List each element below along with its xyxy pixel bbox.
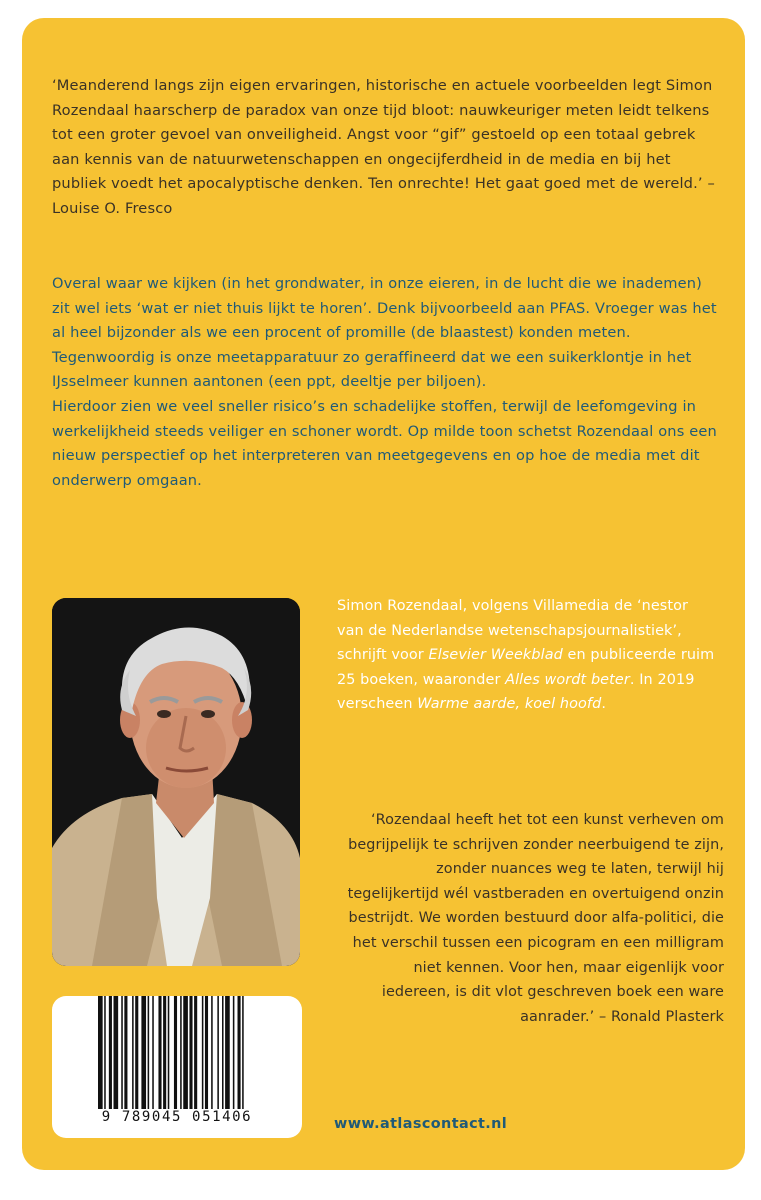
bio-book-2: Warme aarde, koel hoofd xyxy=(417,696,602,713)
bio-publication: Elsevier Weekblad xyxy=(428,647,563,664)
author-bio xyxy=(337,594,717,717)
barcode-bar xyxy=(98,996,103,1109)
barcode-bar xyxy=(135,996,138,1109)
publisher-website[interactable]: www.atlascontact.nl xyxy=(334,1116,508,1132)
barcode-bar xyxy=(189,996,192,1109)
barcode-bar xyxy=(180,996,182,1109)
barcode-bar xyxy=(132,996,134,1109)
barcode-bar xyxy=(163,996,166,1109)
isbn-barcode xyxy=(52,996,302,1138)
author-photo xyxy=(52,598,300,966)
barcode-bar xyxy=(124,996,127,1109)
barcode-bar xyxy=(141,996,146,1109)
bio-text-4: . xyxy=(601,696,607,713)
barcode-bar xyxy=(225,996,230,1109)
barcode-bar xyxy=(222,996,224,1109)
barcode-bar xyxy=(183,996,188,1109)
isbn-number: 9 789045 051406 xyxy=(101,1109,253,1125)
barcode-bar xyxy=(152,996,154,1109)
barcode-bar xyxy=(109,996,112,1109)
barcode-bar xyxy=(205,996,208,1109)
description-paragraph-2: Hierdoor zien we veel sneller risico’s en schadelijke stoffen, terwijl de leefomgeving in werkelijkheid steeds veiliger en schoner wordt. Op milde toon schetst Rozendaal ons een nieuw perspectief op het interpreteren van meetgegevens en op hoe de media met dit onderwerp omgaan. xyxy=(52,397,717,489)
barcode-bar xyxy=(114,996,119,1109)
barcode-bar xyxy=(242,996,244,1109)
barcode-bar xyxy=(148,996,150,1109)
barcode-bar xyxy=(104,996,106,1109)
barcode-bar xyxy=(168,996,170,1109)
barcode-bar xyxy=(238,996,241,1109)
barcode-bar xyxy=(194,996,197,1109)
barcode-bar xyxy=(174,996,177,1109)
book-back-cover xyxy=(22,18,745,1170)
bio-text-1: Simon Rozendaal, volgens Villamedia de ‘nestor van de Nederlandse wetenschapsjournalistiek’, schrijft voor xyxy=(337,598,689,664)
bio-text-2: en publiceerde ruim 25 boeken, waaronder xyxy=(337,647,715,688)
barcode-bars xyxy=(98,996,266,1109)
barcode-bar xyxy=(211,996,213,1109)
description-paragraph-1: Overal waar we kijken (in het grondwater, in onze eieren, in de lucht die we inademen) zit wel iets ‘wat er niet thuis lijkt te horen’. Denk bijvoorbeeld aan PFAS. Vroeger was het al heel bijzonder als we een procent of promille (de blaastest) konden meten. Tegenwoordig is onze meetapparatuur zo geraffineerd dat we een suikerklontje in het IJsselmeer kunnen aantonen (een ppt, deeltje per biljoen). xyxy=(52,275,717,391)
book-description xyxy=(52,272,720,493)
barcode-bar xyxy=(158,996,161,1109)
barcode-bar xyxy=(233,996,235,1109)
barcode-bar xyxy=(217,996,219,1109)
barcode-bar xyxy=(121,996,123,1109)
plasterk-quote: ‘Rozendaal heeft het tot een kunst verheven om begrijpelijk te schrijven zonder neerbuigend te zijn, zonder nuances weg te laten, terwijl hij tegelijkertijd wél vastberaden en overtuigend onzin bestrijdt. We worden bestuurd door alfa-politici, die het verschil tussen een picogram en een milligram niet kennen. Voor hen, maar eigenlijk voor iedereen, is dit vlot geschreven boek een ware aanrader.’ – Ronald Plasterk xyxy=(347,812,724,1025)
author-portrait-illustration xyxy=(52,598,300,966)
barcode-bar xyxy=(202,996,204,1109)
bio-book-1: Alles wordt beter xyxy=(505,671,630,688)
bio-text-3: . In 2019 verscheen xyxy=(337,671,695,713)
fresco-quote: ‘Meanderend langs zijn eigen ervaringen, historische en actuele voorbeelden legt Simon Rozendaal haarscherp de paradox van onze tijd bloot: nauwkeuriger meten leidt telkens tot een groter gevoel van onveiligheid. Angst voor “gif” gestoeld op een totaal gebrek aan kennis van de natuurwetenschappen en ongecijferdheid in de media en bij het publiek voedt het apocalyptische denken. Ten onrechte! Het gaat goed met de wereld.’ – Louise O. Fresco xyxy=(52,77,715,217)
